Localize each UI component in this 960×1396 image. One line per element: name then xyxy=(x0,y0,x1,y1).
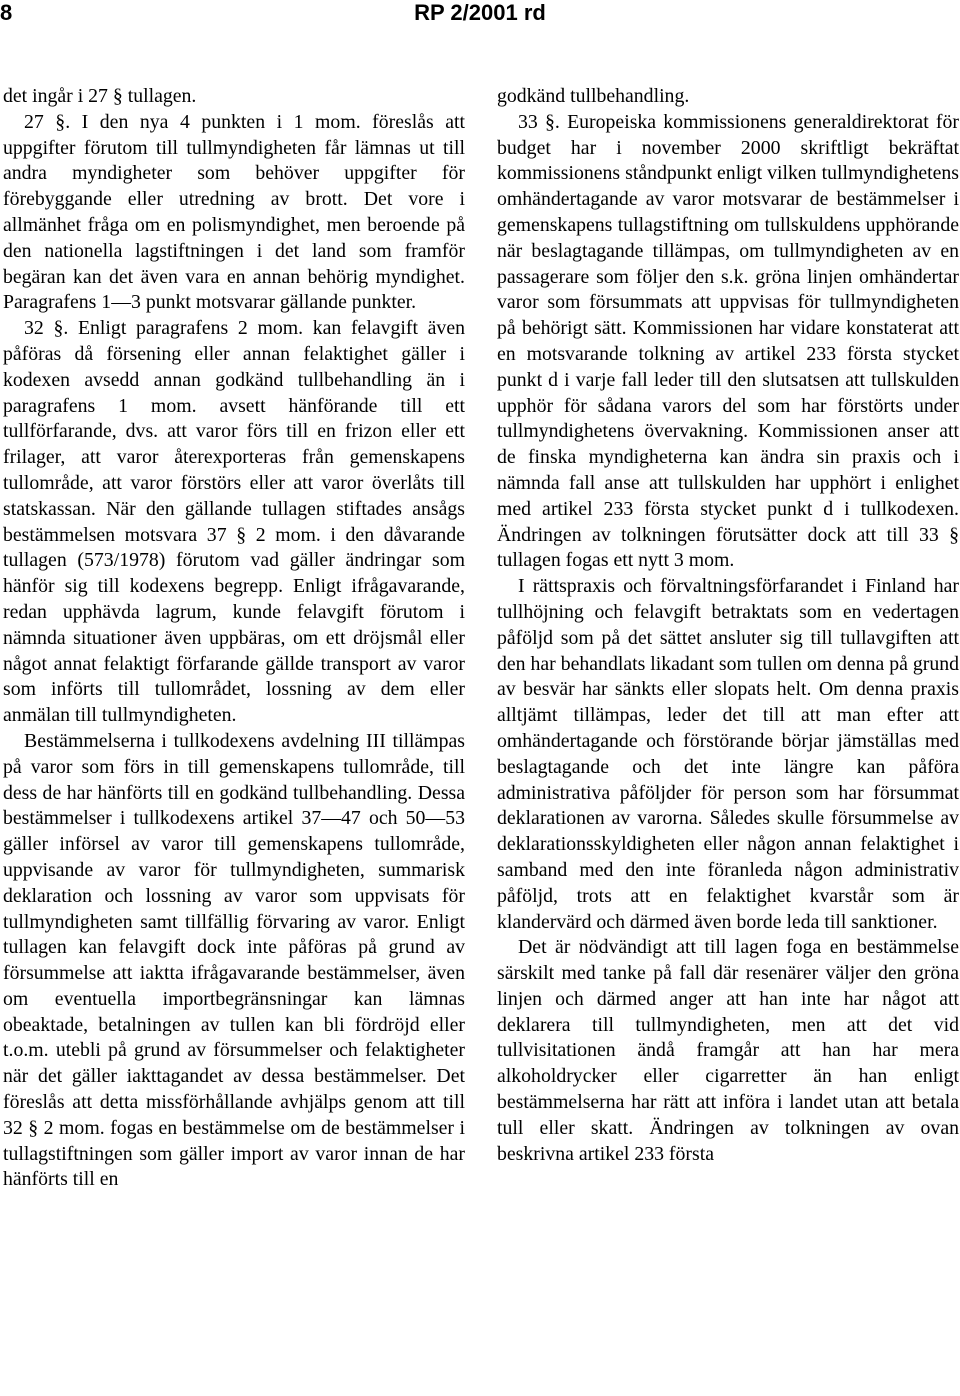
right-paragraph-1: godkänd tullbehandling. xyxy=(497,85,690,107)
left-paragraph-1: det ingår i 27 § tullagen. xyxy=(3,85,197,107)
left-paragraph-2: 27 §. I den nya 4 punkten i 1 mom. föreslås att uppgifter förutom till tullmyndigheten får lämnas ut till andra myndigheter som behöver uppgifter för förebyggande eller utredning av brott. Det vore i allmänhet fråga om en polismyndighet, men beroende på den nationella lagstiftningen i det land som framför begäran kan det även vara en annan behörig myndighet. Paragrafens 1—3 punkt motsvarar gällande punkter. xyxy=(3,110,465,314)
document-id: RP 2/2001 rd xyxy=(414,0,546,25)
right-column xyxy=(497,84,959,1167)
left-column xyxy=(3,84,465,1193)
right-paragraph-2: 33 §. Europeiska kommissionens generaldirektorat för budget har i november 2000 skriftligt bekräftat kommissionens ståndpunkt enligt vilken tullmyndighetens omhändertagande av varor motsvarar de bestämmelser i gemenskapens tullagstiftning om tullskuldens upphörande när beslagtagande tillämpas, om tullmyndigheten av en passagerare som följer den s.k. gröna linjen omhändertar varor som försummats att uppvisas för tullmyndigheten på behörigt sätt. Kommissionen har vidare konstaterat att en motsvarande tolkning av artikel 233 första stycket punkt d i varje fall leder till den slutsatsen att tullskulden upphör för sådana varors del som har förstörts under tullmyndighetens övervakning. Kommissionen anser att de finska myndigheterna kan ändra sin praxis och i nämnda fall anse att tullskulden har upphört i enlighet med artikel 233 första stycket punkt d i tullkodexen. Ändringen av tolkningen förutsätter dock att till 33 § tullagen fogas ett nytt 3 mom. xyxy=(497,110,959,572)
left-paragraph-3: 32 §. Enligt paragrafens 2 mom. kan felavgift även påföras då försening eller annan felaktighet gäller i kodexen avsedd annan godkänd tullbehandling än i paragrafens 1 mom. avsett hänförande till ett tullförfarande, dvs. att varor förs till en frizon eller ett frilager, att varor återexporteras från gemenskapens tullområde, att varor förstörs eller att varor överlåts till statskassan. När den gällande tullagen stiftades ansågs bestämmelsen motsvara 37 § 2 mom. i den dåvarande tullagen (573/1978) förutom vad gäller ändringar som hänför sig till kodexens begrepp. Enligt ifrågavarande, redan upphävda lagrum, kunde felavgift förutom i nämnda situationer även uppbäras, om ett dröjsmål eller något annat felaktigt förfarande gällde transport av varor som införts till tullområdet, lossning av dem eller anmälan till tullmyndigheten. xyxy=(3,317,465,727)
page-header xyxy=(0,0,960,30)
page-number: 8 xyxy=(0,0,13,25)
right-paragraph-3: I rättspraxis och förvaltningsförfarandet i Finland har tullhöjning och felavgift betraktats som en vedertagen påföljd som på det sättet ansluter sig till tullavgiften att den har behandlats likadant som tullen om denna på grund av besvär har sänkts eller slopats helt. Om denna praxis alltjämt tillämpas, leder det till att man efter att omhändertagande och förstörande börjar jämställas med beslagtagande och det inte längre kan påföra administrativa påföljder för person som har försummat deklarationen av varorna. Således skulle försummelse av deklarationsskyldigheten eller någon annan felaktighet i samband med den inte föranleda någon administrativ påföljd, trots att en felaktighet kvarstår som är klandervärd och därmed även borde leda till sanktioner. xyxy=(497,575,959,933)
right-paragraph-4: Det är nödvändigt att till lagen foga en bestämmelse särskilt med tanke på fall där resenärer väljer den gröna linjen och därmed anger att han inte har något att deklarera till tullmyndigheten, men att det vid tullvisitationen ändå framgår att han har mera alkoholdrycker eller cigarretter än han enligt bestämmelserna har rätt att införa i landet utan att betala tull eller skatt. Ändringen av tolkningen av ovan beskrivna artikel 233 första xyxy=(497,936,959,1165)
left-paragraph-4: Bestämmelserna i tullkodexens avdelning III tillämpas på varor som förs in till gemenskapens tullområde, till dess de har hänförts till en godkänd tullbehandling. Dessa bestämmelser i tullkodexens artikel 37—47 och 50—53 gäller införsel av varor till gemenskapens tullområde, uppvisande av varor för tullmyndigheten, summarisk deklaration och lossning av varor som uppvisats för tullmyndigheten samt tillfällig förvaring av varor. Enligt tullagen kan felavgift dock inte påföras på grund av försummelse att iaktta ifrågavarande bestämmelser, även om eventuella importbegränsningar kan lämnas obeaktade, betalningen av tullen kan bli fördröjd eller t.o.m. utebli på grund av försummelser och felaktigheter när det gäller iakttagandet av dessa bestämmelser. Det föreslås att detta missförhållande avhjälps genom att till 32 § 2 mom. fogas en bestämmelse om de bestämmelser i tullagstiftningen som gäller import av varor innan de har hänförts till en xyxy=(3,729,465,1191)
